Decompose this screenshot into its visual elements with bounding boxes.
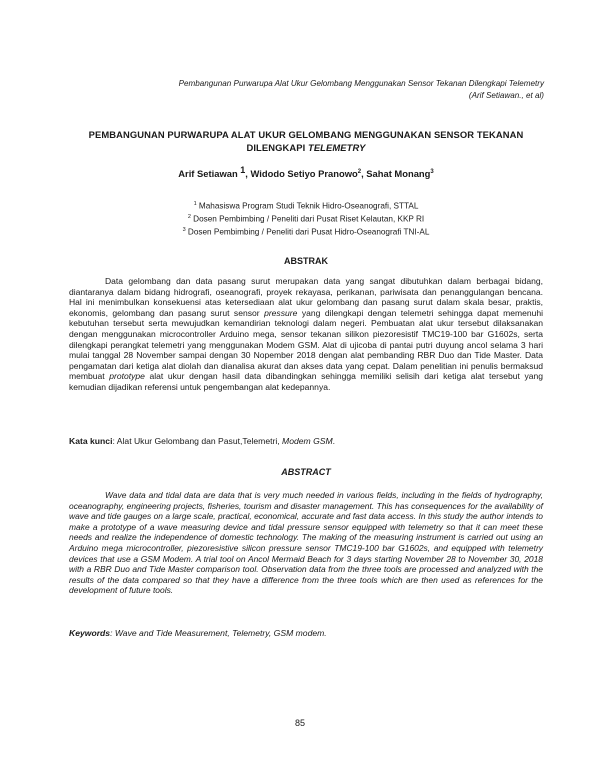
abstrak-text-part3: alat ukur dengan hasil data dibandingkan sehingga memiliki selisih dari ketiga alat tersebut yang kemudian dijadikan referensi untuk pengembangan alat kedepannya. <box>69 371 543 392</box>
running-header-authors: (Arif Setiawan., et al) <box>468 91 544 100</box>
affiliation-mark: 3 <box>182 227 186 234</box>
abstract-heading: ABSTRACT <box>281 467 331 477</box>
running-header <box>64 78 544 102</box>
paper-title-line2-text: DILENGKAPI <box>246 142 308 153</box>
affiliation-mark: 1 <box>193 201 197 207</box>
author-list <box>72 163 540 181</box>
abstrak-italic-term: pressure <box>264 307 298 318</box>
affiliation-text: Dosen Pembimbing / Peneliti dari Pusat Hidro-Oseanografi TNI-AL <box>185 228 430 238</box>
author-affiliation-mark: 1 <box>240 165 246 175</box>
affiliation-list <box>72 199 540 239</box>
kata-kunci-italic: Modem GSM <box>282 436 333 446</box>
abstrak-heading: ABSTRAK <box>284 256 328 266</box>
affiliation-text: Dosen Pembimbing / Peneliti dari Pusat Riset Kelautan, KKP RI <box>190 214 425 224</box>
abstract-paragraph: Wave data and tidal data are data that is very much needed in various fields, including in the fields of hydrography, oceanography, engineering projects, fisheries, tourism and disaster management. This has consequences for the availability of wave and tide gauges on a large scale, practical, economical, accurate and fast data access. In this study the author intends to make a prototype of a wave measuring device and tidal pressure sensor equipped with telemetry so that it can meet these needs and realize the independence of domestic technology. The making of the measuring instrument is carried out using an Arduino mega microcontroller, piezoresistive silicon pressure sensor TMC19-100 bar G1602s, and equipped with telemetry devices that use a GSM Modem. A trial tool on Ancol Mermaid Beach for 3 days starting November 28 to November 30, 2018 with a RBR Duo and Tide Master comparison tool. Observation data from the three tools are processed and analyzed with the results of the data compared so that they have a difference from the three tools which are then used as references for the development of future tools. <box>69 490 543 596</box>
kata-kunci-text: : Alat Ukur Gelombang dan Pasut,Telemetri, <box>112 436 283 446</box>
abstrak-text-part1: Data gelombang dan data pasang surut merupakan data yang sangat dibutuhkan dalam berbagai bidang, diantaranya dalam bidang hidrografi, oseanografi, proyek rekayasa, perikanan, pariwisata dan penanggulangan bencana. Hal ini menimbulkan konsekuensi atas ketersediaan alat ukur gelombang dan pasang surut dalam skala besar, praktis, ekonomis, gelombang dan pasang surut sensor <box>69 276 543 318</box>
kata-kunci <box>69 436 543 447</box>
keywords-label: Keywords <box>69 628 111 638</box>
page-number: 85 <box>294 718 305 728</box>
paper-title-line1: PEMBANGUNAN PURWARUPA ALAT UKUR GELOMBANG MENGGUNAKAN SENSOR TEKANAN <box>88 129 524 140</box>
affiliation-text: Mahasiswa Program Studi Teknik Hidro-Oseanografi, STTAL <box>196 201 419 211</box>
paper-title <box>72 128 540 154</box>
author-separator: , <box>361 168 367 180</box>
affiliation-mark: 2 <box>187 214 191 221</box>
paper-title-line2-italic: TELEMETRY <box>308 142 366 153</box>
keywords-text: : Wave and Tide Measurement, Telemetry, GSM modem. <box>110 628 327 638</box>
kata-kunci-end: . <box>332 436 336 446</box>
author-affiliation-mark: 2 <box>357 169 362 175</box>
keywords <box>69 628 543 639</box>
paper-title-line2 <box>72 141 540 154</box>
abstrak-text-part2: yang dilengkapi dengan telemetri sehingga dapat memenuhi kebutuhan tersebut serta mewujudkan kemandirian teknologi dalam negeri. Pembuatan alat ukur tersebut dilaksanakan dengan menggunakan microcontroller Arduino mega, sensor tekanan silikon piezoresistif TMC19-100 bar G1602s, serta dilengkapi perangkat telemetri yang menggunakan Modem GSM. Alat di ujicoba di pantai putri duyung ancol selama 3 hari mulai tanggal 28 November sampai dengan 30 Nopember 2018 dengan alat pembanding RBR Duo dan Tide Master. Data pengamatan dari ketiga alat diolah dan dianalisa akurat dan akses data yang cepat. Dalam penelitian ini penulis bermaksud membuat <box>69 307 543 382</box>
affiliation-item <box>72 199 540 212</box>
author-name: Arif Setiawan <box>178 168 238 180</box>
author-affiliation-mark: 3 <box>430 169 434 175</box>
author-name: Widodo Setiyo Pranowo <box>250 168 358 180</box>
kata-kunci-label: Kata kunci <box>69 436 113 446</box>
affiliation-item <box>72 225 540 238</box>
abstrak-italic-term: prototype <box>109 371 145 382</box>
author-name: Sahat Monang <box>366 168 431 180</box>
abstrak-paragraph <box>69 276 543 393</box>
running-header-title: Pembangunan Purwarupa Alat Ukur Gelombang Menggunakan Sensor Tekanan Dilengkapi Telemetry <box>178 79 544 88</box>
author-separator: , <box>245 168 251 180</box>
affiliation-item <box>72 212 540 225</box>
